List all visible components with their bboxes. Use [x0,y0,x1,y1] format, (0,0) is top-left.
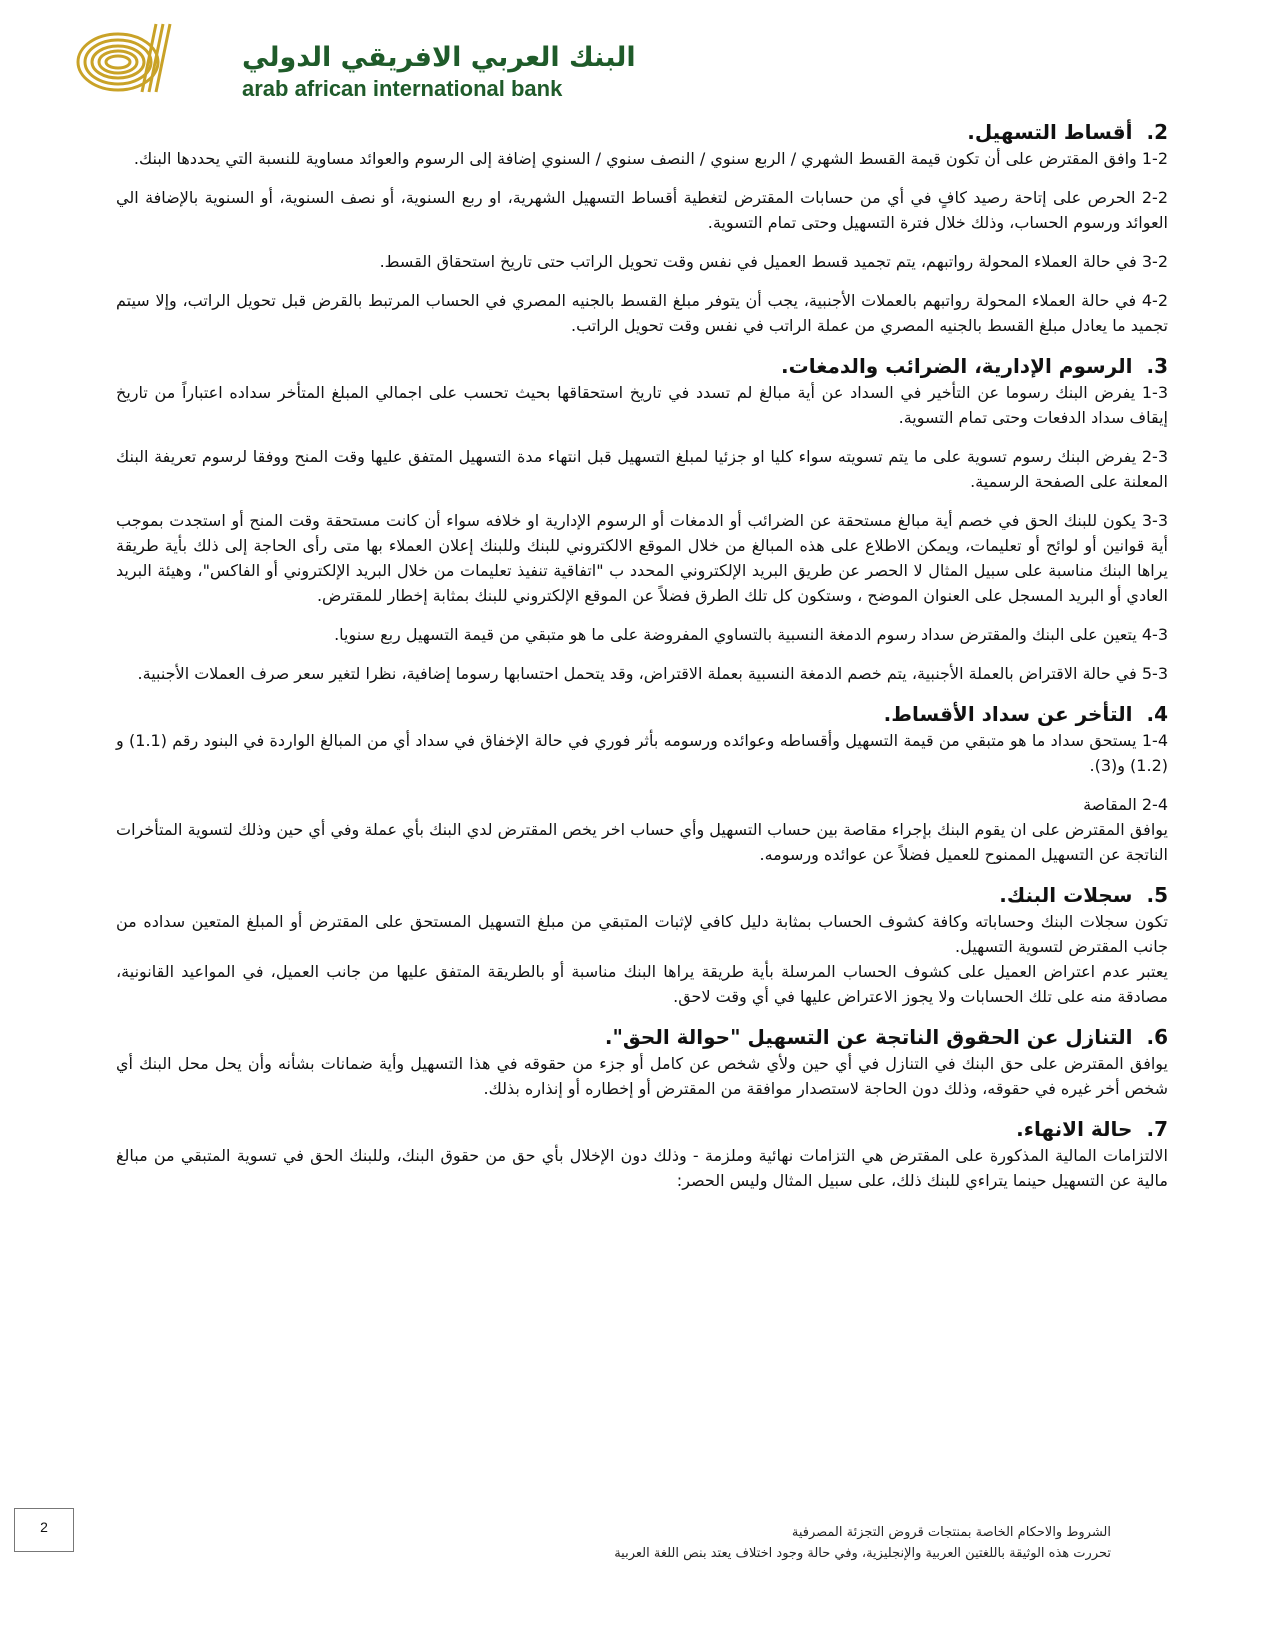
section-title: التنازل عن الحقوق الناتجة عن التسهيل "حوالة الحق". [604,1025,1133,1049]
section-number: 3. [1146,354,1168,378]
bank-name-english: arab african international bank [242,76,563,101]
clause-3-3: 3-3 يكون للبنك الحق في خصم أية مبالغ مستحقة عن الضرائب أو الدمغات أو الرسوم الإدارية او خلافه سواء أن كانت مستحقة وقت المنح أو استجدت بموجب أية قوانين أو لوائح أو تعليمات، ويمكن الاطلاع على هذه المبالغ من خلال الموقع الالكتروني للبنك وللبنك إعلان العملاء بها متى رأى الحاجة إلى ذلك بأية طريقة يراها البنك مناسبة على سبيل المثال لا الحصر عن طريق البريد الإلكتروني المحدد ب "اتفاقية تنفيذ تعليمات من خلال البريد الإلكتروني أو الفاكس"، وهيئة البريد العادي أو البريد المسجل على العنوان الموضح ، وستكون كل تلك الطرق فضلاً عن الموقع الإلكتروني للبنك بمثابة إخطار للمقترض. [116,511,1168,605]
section-number: 5. [1146,883,1168,907]
footer-language-note: تحررت هذه الوثيقة باللغتين العربية والإنجليزية، وفي حالة وجود اختلاف يعتد بنص اللغة العربية [614,1546,1111,1561]
clause-7-1: الالتزامات المالية المذكورة على المقترض هي التزامات نهائية وملزمة - وذلك دون الإخلال بأي حق من حقوق البنك، وللبنك الحق في تسوية المتبقي من مبالغ مالية عن التسهيل حينما يتراءي للبنك ذلك، على سبيل المثال وليس الحصر: [116,1146,1168,1190]
footer-title: الشروط والاحكام الخاصة بمنتجات قروض التجزئة المصرفية [791,1525,1111,1540]
clause-3-2: 2-3 يفرض البنك رسوم تسوية على ما يتم تسويته سواء كليا او جزئيا لمبلغ التسهيل قبل انتهاء مدة التسهيل المتفق عليها وقت المنح ووفقا لرسوم تعريفة البنك المعلنة على الصفحة الرسمية. [116,447,1168,491]
clause-2-3: 3-2 في حالة العملاء المحولة رواتبهم، يتم تجميد قسط العميل في نفس وقت تحويل الراتب حتى تاريخ استحقاق القسط. [379,252,1168,271]
clause-5-1: تكون سجلات البنك وحساباته وكافة كشوف الحساب بمثابة دليل كافي لإثبات المتبقي من مبلغ التسهيل المستحق على المقترض أو المبلغ المتعين سداده من جانب المقترض لتسوية التسهيل. [116,912,1168,956]
section-number: 7. [1146,1117,1168,1141]
section-4-heading [116,700,1168,728]
section-title: التأخر عن سداد الأقساط. [883,702,1133,726]
section-5-heading [116,881,1168,909]
bank-name-arabic: البنك العربي الافريقي الدولي [242,42,636,73]
document-body [116,118,1168,1193]
section-7-heading [116,1115,1168,1143]
aaib-logo-mark-icon [70,16,240,98]
bank-logo [70,16,636,101]
section-number: 6. [1146,1025,1168,1049]
clause-4-2: يوافق المقترض على ان يقوم البنك بإجراء مقاصة بين حساب التسهيل وأي حساب اخر يخص المقترض لدي البنك بأي عملة وفي أي حين وذلك لتسوية المتأخرات الناتجة عن التسهيل الممنوح للعميل فضلاً عن عوائده ورسومه. [116,820,1168,864]
section-3-heading [116,352,1168,380]
clause-2-2: 2-2 الحرص على إتاحة رصيد كافٍ في أي من حسابات المقترض لتغطية أقساط التسهيل الشهرية، او ربع السنوية، أو نصف السنوية، أو السنوية بالإضافة الي العوائد ورسوم الحساب، وذلك خلال فترة التسهيل وحتى تمام التسوية. [116,188,1168,232]
section-title: حالة الانهاء. [1016,1117,1133,1141]
section-number: 2. [1146,120,1168,144]
section-6-heading [116,1023,1168,1051]
clause-6-1: يوافق المقترض على حق البنك في التنازل في أي حين ولأي شخص عن كامل أو جزء من حقوقه في هذا التسهيل وأية ضمانات بشأنه وأن يحل محل البنك أي شخص أخر غيره في حقوقه، وذلك دون الحاجة لاستصدار موافقة من المقترض أو إخطاره أو إنذاره بذلك. [116,1054,1168,1098]
clause-5-2: يعتبر عدم اعتراض العميل على كشوف الحساب المرسلة بأية طريقة يراها البنك مناسبة أو بالطريقة المتفق عليها من جانب العميل، في المواعيد القانونية، مصادقة منه على تلك الحسابات ولا يجوز الاعتراض عليها في أي وقت لاحق. [116,962,1168,1006]
clause-2-4: 4-2 في حالة العملاء المحولة رواتبهم بالعملات الأجنبية، يجب أن يتوفر مبلغ القسط بالجنيه المصري في الحساب المرتبط بالقرض قبل تحويل الراتب، وإلا سيتم تجميد ما يعادل مبلغ القسط بالجنيه المصري من عملة الراتب في نفس وقت تحويل الراتب. [116,291,1168,335]
section-title: الرسوم الإدارية، الضرائب والدمغات. [781,354,1133,378]
clause-3-4: 4-3 يتعين على البنك والمقترض سداد رسوم الدمغة النسبية بالتساوي المفروضة على ما هو متبقي من قيمة التسهيل ربع سنويا. [334,625,1168,644]
section-title: سجلات البنك. [999,883,1133,907]
clause-3-1: 1-3 يفرض البنك رسوما عن التأخير في السداد عن أية مبالغ لم تسدد في تاريخ استحقاقها بحيث تحسب على اجمالي المبلغ المتأخر سداده اعتباراً من تاريخ إيقاف سداد الدفعات وحتى تمام التسوية. [116,383,1168,427]
clause-4-2-title: 2-4 المقاصة [1083,795,1168,814]
clause-3-5: 5-3 في حالة الاقتراض بالعملة الأجنبية، يتم خصم الدمغة النسبية بعملة الاقتراض، وقد يتحمل احتسابها رسوما إضافية، نظرا لتغير سعر صرف العملات الأجنبية. [137,664,1168,683]
clause-2-1: 1-2 وافق المقترض على أن تكون قيمة القسط الشهري / الربع سنوي / النصف سنوي / السنوي إضافة إلى الرسوم والعوائد مساوية للنسبة التي يحددها البنك. [133,149,1168,168]
page-number: 2 [14,1508,74,1552]
section-title: أقساط التسهيل. [967,120,1133,144]
section-2-heading [116,118,1168,146]
clause-4-1: 1-4 يستحق سداد ما هو متبقي من قيمة التسهيل وأقساطه وعوائده ورسومه بأثر فوري في حالة الإخفاق في سداد أي من المبالغ الواردة في البنود رقم (1.1) و (1.2) و(3). [116,731,1168,775]
page-footer [614,1522,1111,1564]
section-number: 4. [1146,702,1168,726]
